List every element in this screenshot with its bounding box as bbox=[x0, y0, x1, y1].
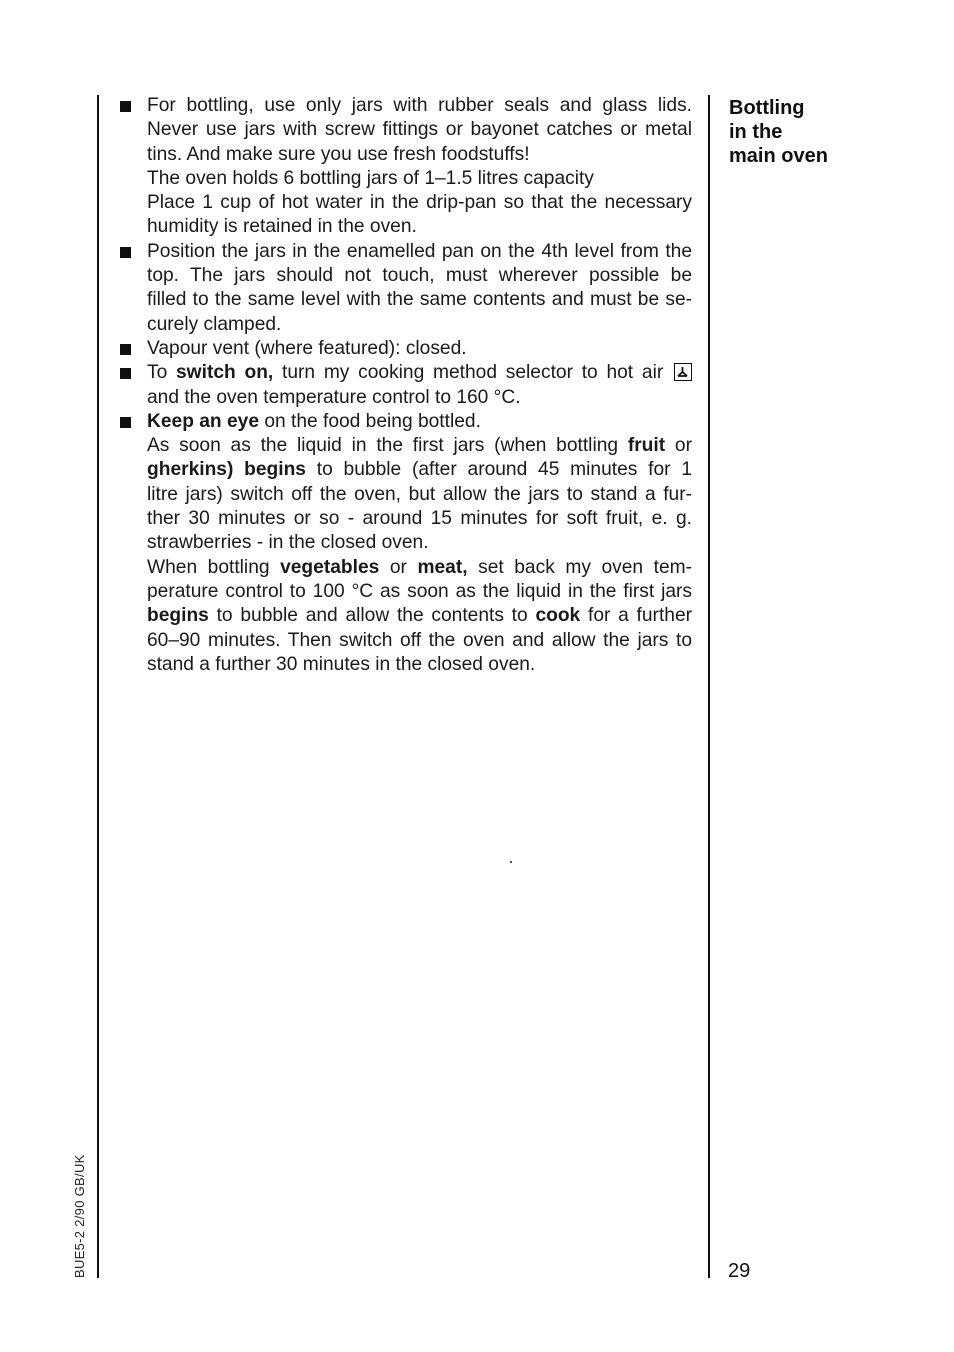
text-line: gherkins) begins to bubble (after around 45 minutes for 1 bbox=[147, 459, 692, 481]
list-item bbox=[118, 361, 692, 410]
text-line: strawberries - in the closed oven. bbox=[147, 532, 429, 554]
list-item bbox=[118, 240, 692, 337]
text-line: For bottling, use only jars with rubber seals and glass lids. bbox=[147, 95, 692, 116]
text-line: Vapour vent (where featured): closed. bbox=[147, 337, 467, 359]
text-line: ther 30 minutes or so - around 15 minutes for soft fruit, e. g. bbox=[147, 508, 692, 530]
text-line: filled to the same level with the same contents and must be se- bbox=[147, 289, 692, 311]
text-line: 60–90 minutes. Then switch off the oven and allow the jars to bbox=[147, 629, 692, 651]
hot-air-fan-icon bbox=[674, 363, 692, 381]
text-line: As soon as the liquid in the first jars (when bottling fruit or bbox=[147, 435, 692, 457]
document-code: BUE5-2 2/90 GB/UK bbox=[72, 1154, 87, 1278]
text-line: and the oven temperature control to 160 °C. bbox=[147, 386, 521, 408]
list-item bbox=[118, 94, 692, 240]
text-line: Never use jars with screw fittings or bayonet catches or metal bbox=[147, 119, 692, 141]
left-margin-rule bbox=[97, 95, 99, 1278]
text-line: Keep an eye on the food being bottled. bbox=[147, 410, 481, 432]
text-line: humidity is retained in the oven. bbox=[147, 216, 417, 238]
section-heading-line: Bottling bbox=[729, 97, 805, 119]
text-line: begins to bubble and allow the contents to cook for a further bbox=[147, 605, 693, 627]
text-line: perature control to 100 °C as soon as the liquid in the first jars bbox=[147, 580, 692, 602]
bullet-square-icon bbox=[120, 344, 131, 355]
text-line: litre jars) switch off the oven, but allow the jars to stand a fur- bbox=[147, 483, 692, 505]
section-heading-line: in the bbox=[729, 121, 783, 143]
bullet-square-icon bbox=[120, 417, 131, 428]
bullet-square-icon bbox=[120, 101, 131, 112]
right-column-rule bbox=[708, 95, 710, 1278]
page-number: 29 bbox=[728, 1260, 751, 1282]
text-line: The oven holds 6 bottling jars of 1–1.5 litres capacity bbox=[147, 167, 594, 189]
text-line: To switch on, turn my cooking method selector to hot air bbox=[147, 361, 692, 385]
text-line: top. The jars should not touch, must wherever possible be bbox=[147, 265, 692, 287]
list-item bbox=[118, 337, 692, 361]
text-line: tins. And make sure you use fresh foodstuffs! bbox=[147, 143, 530, 165]
text-line: When bottling vegetables or meat, set back my oven tem- bbox=[147, 556, 692, 578]
text-line: curely clamped. bbox=[147, 313, 282, 335]
text-line: stand a further 30 minutes in the closed oven. bbox=[147, 653, 536, 675]
list-item bbox=[118, 410, 692, 677]
main-text-column bbox=[118, 94, 692, 677]
section-heading bbox=[729, 96, 929, 168]
text-line: Place 1 cup of hot water in the drip-pan so that the necessary bbox=[147, 192, 692, 214]
bullet-square-icon bbox=[120, 247, 131, 258]
text-line: Position the jars in the enamelled pan on the 4th level from the bbox=[147, 240, 692, 262]
bullet-square-icon bbox=[120, 368, 131, 379]
print-speck bbox=[510, 861, 512, 863]
section-heading-line: main oven bbox=[729, 145, 828, 167]
